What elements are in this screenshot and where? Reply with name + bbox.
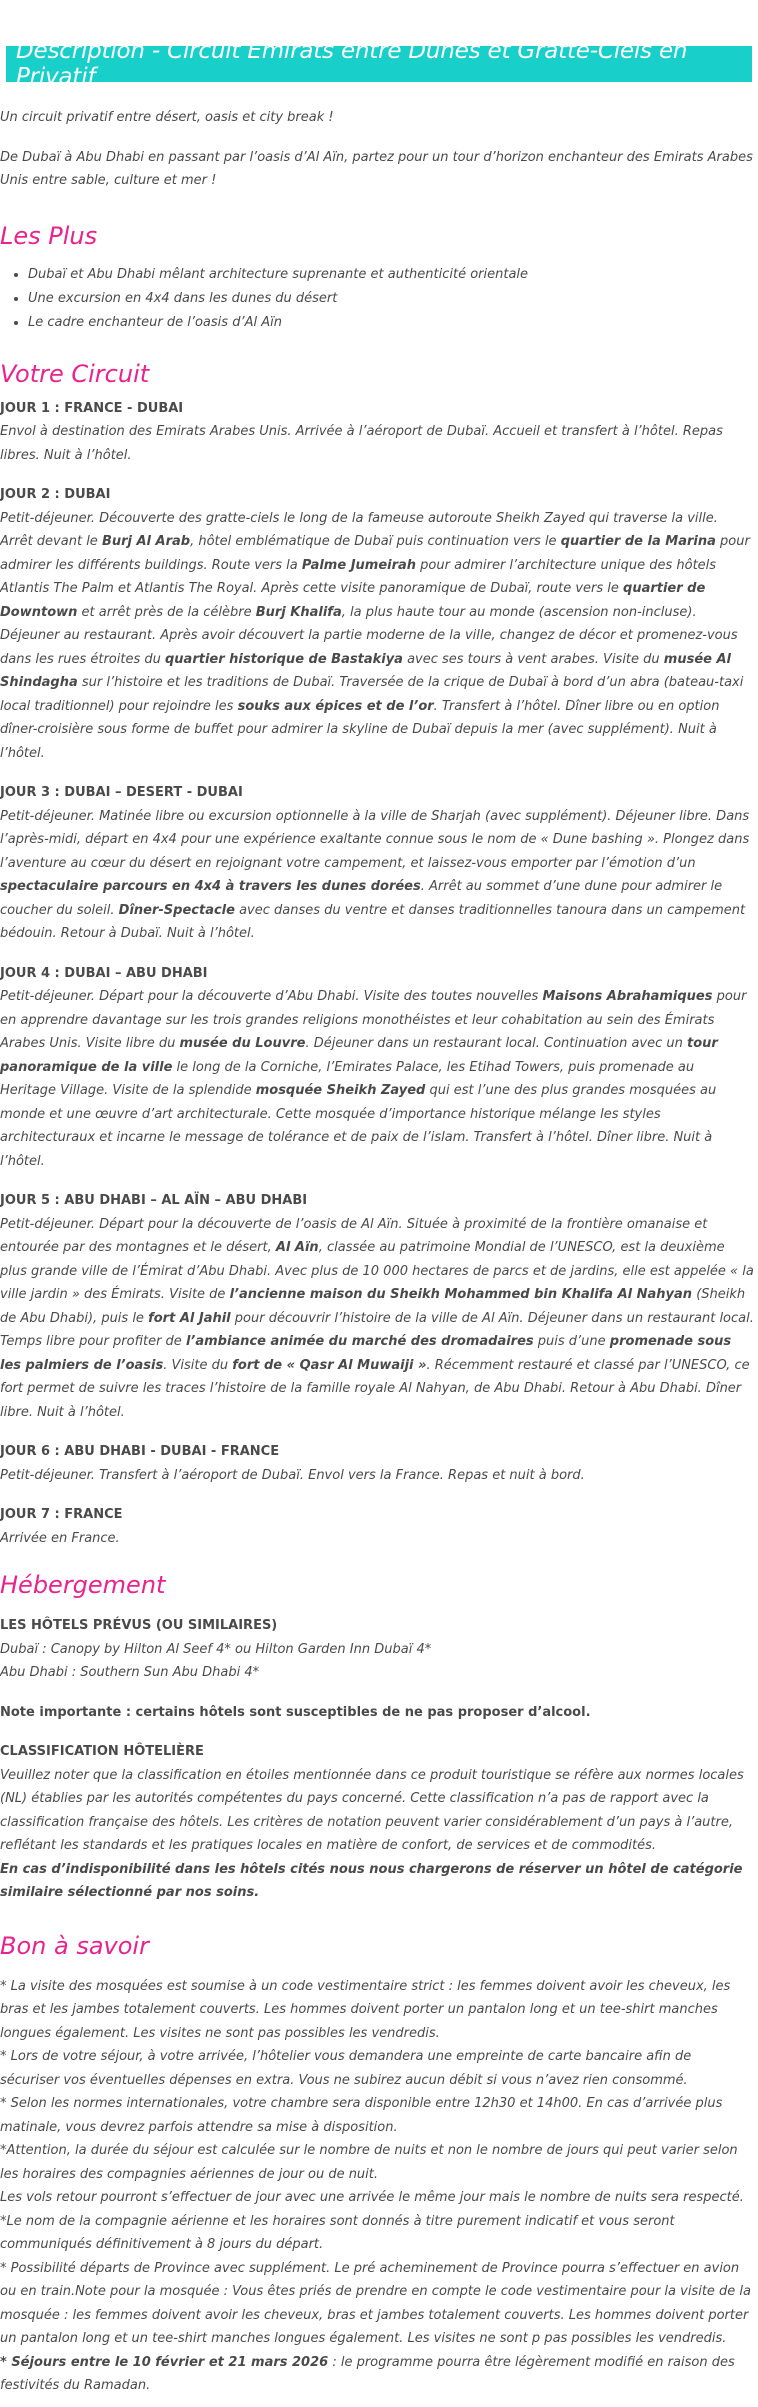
highlight-text: fort de « Qasr Al Muwaiji » <box>232 1357 427 1373</box>
les-plus-list <box>0 263 754 335</box>
day-description <box>0 1213 754 1425</box>
highlight-text: promenade sous les palmiers de l’oasis <box>0 1334 732 1373</box>
body-text: avec danses du ventre et danses traditionnelles tanoura dans un campement bédouin. Retour à Dubaï. Nuit à l’hôtel. <box>0 902 746 941</box>
ramadan-note-bold: * Séjours entre le 10 février et 21 mars 2026 <box>0 2354 329 2370</box>
intro-line-2: De Dubaï à Abu Dhabi en passant par l’oasis d’Al Aïn, partez pour un tour d’horizon enchanteur des Emirats Arabes Unis entre sable, culture et mer ! <box>0 149 753 188</box>
body-text: puis d’une <box>533 1334 610 1349</box>
body-text: avec ses tours à vent arabes. Visite du <box>402 651 664 667</box>
body-text: , hôtel emblématique de Dubaï puis continuation vers le <box>190 534 561 549</box>
day-description <box>0 805 754 946</box>
highlight-text: souks aux épices et de l’or <box>237 698 434 714</box>
body-text: Envol à destination des Emirats Arabes Unis. Arrivée à l’aéroport de Dubaï. Accueil et transfert à l’hôtel. Repas libres. Nuit à l’hôtel. <box>0 424 723 463</box>
day-title: JOUR 2 : DUBAI <box>0 487 111 502</box>
highlight-text: musée du Louvre <box>179 1036 306 1051</box>
highlight-text: quartier historique de Bastakiya <box>165 651 403 667</box>
body-text: Petit-déjeuner. Départ pour la découverte de l’oasis de Al Aïn. Située à proximité de la frontière omanaise et entourée par des montagnes et le désert, <box>0 1216 708 1255</box>
info-line: Les vols retour pourront s’effectuer de jour avec une arrivée le même jour mais le nombre de nuits sera respecté. <box>0 2190 744 2205</box>
body-text: qui est l’une des plus grandes mosquées au monde et une œuvre d’art architecturale. Cette mosquée d’importance historique mélange les styles architecturaux et incarne le message de tolérance et de paix de l’islam. Transfert à l’hôtel. Dîner libre. Nuit à l’hôtel. <box>0 1083 717 1169</box>
highlight-text: Dîner-Spectacle <box>118 902 235 918</box>
body-text: . Déjeuner dans un restaurant local. Continuation avec un <box>305 1036 688 1051</box>
body-text: Petit-déjeuner. Découverte des gratte-ciels le long de la fameuse autoroute Sheikh Zayed qui traverse la ville. Arrêt devant le <box>0 510 718 549</box>
highlight-text: Maisons Abrahamiques <box>542 989 713 1004</box>
highlight-text: quartier de Downtown <box>0 581 706 620</box>
day-description <box>0 1527 754 1551</box>
bon-a-savoir-list <box>0 1975 754 2398</box>
highlight-text: mosquée Sheikh Zayed <box>255 1083 426 1098</box>
itinerary-day <box>0 781 754 946</box>
body-text: , la plus haute tour au monde (ascension non-incluse). Déjeuner au restaurant. Après avoir découvert la partie moderne de la ville, changez de décor et promenez-vous dans les rues étroites du <box>0 604 738 667</box>
body-text: . Arrêt au sommet d’une dune pour admirer le coucher du soleil. <box>0 879 723 918</box>
info-line: * Lors de votre séjour, à votre arrivée, l’hôtelier vous demandera une empreinte de carte bancaire afin de sécuriser vos éventuelles dépenses en extra. Vous ne subirez aucun débit si vous n’avez rien consommé. <box>0 2049 692 2088</box>
section-heading-les-plus: Les Plus <box>0 221 98 250</box>
body-text: Petit-déjeuner. Matinée libre ou excursion optionnelle à la ville de Sharjah (avec supplément). Déjeuner libre. Dans l’après-midi, départ en 4x4 pour une expérience exaltante connue sous le nom de « Dune bashing ». Plongez dans l’aventure au cœur du désert en rejoignant votre campement, et laissez-vous emporter par l’émotion d’un <box>0 808 750 871</box>
ramadan-note <box>0 2351 754 2398</box>
body-text: pour admirer les différents buildings. Route vers la <box>0 534 750 573</box>
ramadan-note-rest: : le programme pourra être légèrement modifié en raison des festivités du Ramadan. <box>0 2354 735 2393</box>
section-heading-hebergement: Hébergement <box>0 1571 166 1599</box>
body-text: , classée au patrimoine Mondial de l’UNESCO, est la deuxième plus grande ville de l’Émirat d’Abu Dhabi. Avec plus de 10 000 hectares de parcs et de jardins, elle est appelée « la ville jardin » des Émirats. Visite de <box>0 1240 754 1302</box>
day-title: JOUR 5 : ABU DHABI – AL AÏN – ABU DHABI <box>0 1193 308 1208</box>
itinerary-day <box>0 397 754 468</box>
highlight-text: Palme Jumeirah <box>301 557 417 573</box>
body-text: Petit-déjeuner. Transfert à l’aéroport de Dubaï. Envol vers la France. Repas et nuit à bord. <box>0 1467 585 1483</box>
itinerary-day <box>0 962 754 1174</box>
hotel-line: Abu Dhabi : Southern Sun Abu Dhabi 4* <box>0 1665 260 1680</box>
info-line: * Possibilité départs de Province avec supplément. Le pré acheminement de Province pourra s’effectuer en avion ou en train.Note pour la mosquée : Vous êtes priés de prendre en compte le code vestimentaire pour la visite de la mosquée : les femmes doivent avoir les cheveux, bras et jambes totalement couverts. Les hommes doivent porter un pantalon long et un tee-shirt manches longues également. Les visites ne sont p pas possibles les vendredis. <box>0 2260 752 2346</box>
body-text: Petit-déjeuner. Départ pour la découverte d’Abu Dhabi. Visite des toutes nouvelles <box>0 989 543 1004</box>
section-heading-circuit: Votre Circuit <box>0 359 150 388</box>
body-text: pour admirer l’architecture unique des hôtels Atlantis The Palm et Atlantis The Royal. Après cette visite panoramique de Dubaï, route vers le <box>0 557 717 596</box>
highlight-text: tour panoramique de la ville <box>0 1036 718 1075</box>
highlight-text: Burj Al Arab <box>101 534 191 549</box>
highlight-text: Al Aïn <box>275 1240 319 1255</box>
body-text: . Transfert à l’hôtel. Dîner libre ou en option dîner-croisière sous forme de buffet pour admirer la skyline de Dubaï depuis la mer (avec supplément). Nuit à l’hôtel. <box>0 698 720 761</box>
body-text: pour découvrir l’histoire de la ville de Al Aïn. Déjeuner dans un restaurant local. Temps libre pour profiter de <box>0 1310 754 1349</box>
highlight-text: musée Al Shindagha <box>0 651 732 690</box>
info-line: *Le nom de la compagnie aérienne et les horaires sont donnés à titre purement indicatif et vous seront communiqués définitivement à 8 jours du départ. <box>0 2213 675 2252</box>
itinerary-day <box>0 1440 754 1487</box>
day-title: JOUR 4 : DUBAI – ABU DHABI <box>0 965 208 981</box>
list-item: • Le cadre enchanteur de l’oasis d’Al Aïn <box>28 311 754 335</box>
highlight-text: Burj Khalifa <box>255 604 342 620</box>
highlight-text: l’ambiance animée du marché des dromadaires <box>185 1334 534 1349</box>
body-text: (Sheikh de Abu Dhabi), puis le <box>0 1287 746 1326</box>
day-title: JOUR 3 : DUBAI – DESERT - DUBAI <box>0 785 243 800</box>
highlight-text: l’ancienne maison du Sheikh Mohammed bin Khalifa Al Nahyan <box>229 1287 693 1302</box>
main-content <box>0 82 758 2398</box>
section-heading-bon-a-savoir: Bon à savoir <box>0 1931 149 1960</box>
body-text: le long de la Corniche, l’Emirates Palace, les Etihad Towers, puis promenade au Heritage Village. Visite de la splendide <box>0 1059 695 1098</box>
day-description <box>0 1464 754 1488</box>
body-text: pour en apprendre davantage sur les trois grandes religions monothéistes et leur cohabitation au sein des Émirats Arabes Unis. Visite libre du <box>0 989 747 1051</box>
hotels-title: LES HÔTELS PRÉVUS (OU SIMILAIRES) <box>0 1618 278 1633</box>
alcohol-note: Note importante : certains hôtels sont susceptibles de ne pas proposer d’alcool. <box>0 1704 591 1720</box>
body-text: Arrivée en France. <box>0 1530 120 1546</box>
classification-bold-note: En cas d’indisponibilité dans les hôtels cités nous nous chargerons de réserver un hôtel de catégorie similaire sélectionné par nos soins. <box>0 1861 743 1900</box>
intro-line-1: Un circuit privatif entre désert, oasis et city break ! <box>0 110 334 125</box>
body-text: et arrêt près de la célèbre <box>77 604 256 620</box>
info-line: * Selon les normes internationales, votre chambre sera disponible entre 12h30 et 14h00. En cas d’arrivée plus matinale, vous devrez parfois attendre sa mise à disposition. <box>0 2096 723 2135</box>
day-description <box>0 507 754 766</box>
page-banner <box>6 38 752 90</box>
day-title: JOUR 7 : FRANCE <box>0 1507 123 1522</box>
hotel-line: Dubaï : Canopy by Hilton Al Seef 4* ou Hilton Garden Inn Dubaï 4* <box>0 1641 432 1657</box>
day-title: JOUR 1 : FRANCE - DUBAI <box>0 400 184 416</box>
highlight-text: quartier de la Marina <box>560 534 716 549</box>
body-text: . Visite du <box>163 1357 233 1373</box>
info-line: *Attention, la durée du séjour est calculée sur le nombre de nuits et non le nombre de jours qui peut varier selon les horaires des compagnies aériennes de jour ou de nuit. <box>0 2143 738 2182</box>
itinerary-day <box>0 1503 754 1550</box>
classification-title: CLASSIFICATION HÔTELIÈRE <box>0 1744 204 1759</box>
list-item: • Dubaï et Abu Dhabi mêlant architecture suprenante et authenticité orientale <box>28 263 754 287</box>
page <box>0 38 758 2406</box>
day-description <box>0 420 754 467</box>
itinerary-days <box>0 397 754 1551</box>
list-item: • Une excursion en 4x4 dans les dunes du désert <box>28 287 754 311</box>
day-title: JOUR 6 : ABU DHABI - DUBAI - FRANCE <box>0 1444 280 1459</box>
highlight-text: spectaculaire parcours en 4x4 à travers les dunes dorées <box>0 879 421 894</box>
banner-title: Description - Circuit Emirats entre Dunes et Gratte-Ciels en Privatif <box>16 38 688 90</box>
itinerary-day <box>0 1189 754 1424</box>
day-description <box>0 985 754 1173</box>
classification-text: Veuillez noter que la classification en étoiles mentionnée dans ce produit touristique se réfère aux normes locales (NL) établies par les autorités compétentes du pays concerné. Cette classification n’a pas de rapport avec la classification française des hôtels. Les critères de notation peuvent varier considérablement d’un pays à l’autre, reflétant les standards et les pratiques locales en matière de confort, de services et de commodités. <box>0 1767 744 1853</box>
highlight-text: fort Al Jahil <box>148 1310 231 1326</box>
info-line: * La visite des mosquées est soumise à un code vestimentaire strict : les femmes doivent avoir les cheveux, les bras et les jambes totalement couverts. Les hommes doivent porter un pantalon long et un tee-shirt manches longues également. Les visites ne sont pas possibles les vendredis. <box>0 1978 731 2041</box>
body-text: sur l’histoire et les traditions de Dubaï. Traversée de la crique de Dubaï à bord d’un abra (bateau-taxi local traditionnel) pour rejoindre les <box>0 675 744 714</box>
itinerary-day <box>0 483 754 765</box>
body-text: . Récemment restauré et classé par l’UNESCO, ce fort permet de suivre les traces l’histoire de la famille royale Al Nahyan, de Abu Dhabi. Retour à Abu Dhabi. Dîner libre. Nuit à l’hôtel. <box>0 1357 750 1420</box>
